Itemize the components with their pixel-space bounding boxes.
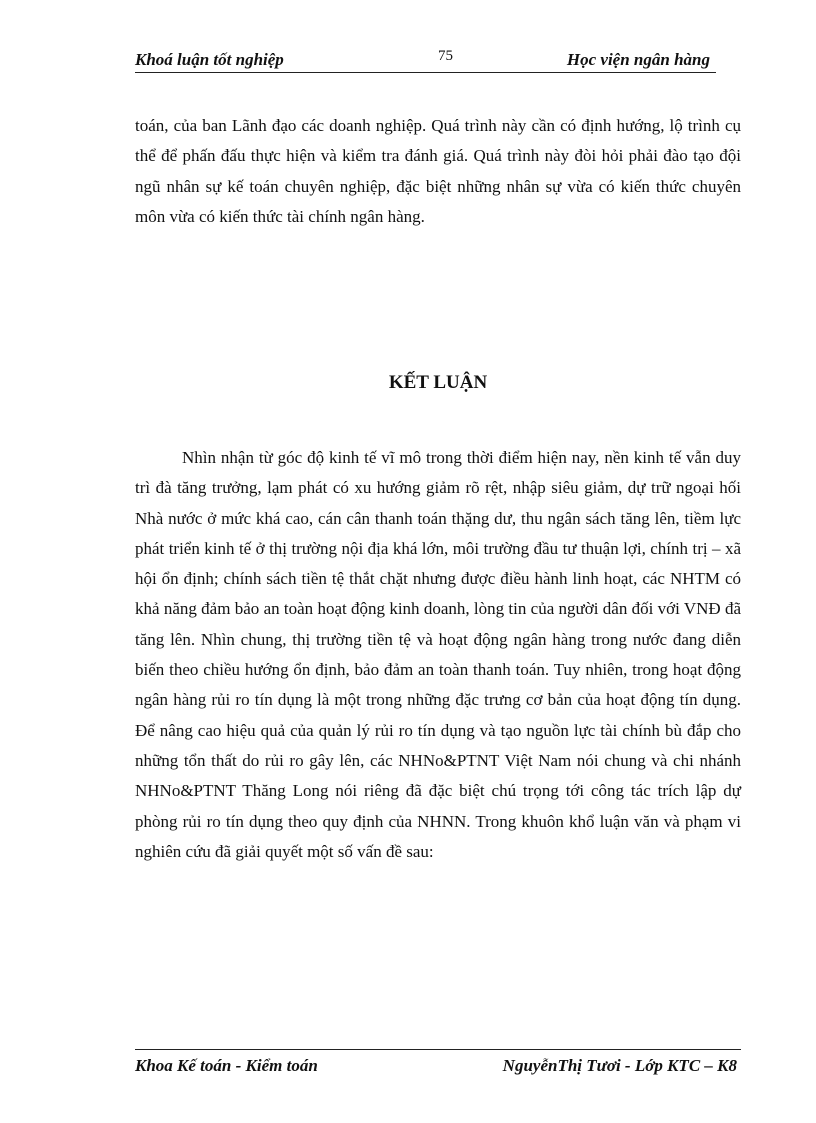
header-thesis-label: Khoá luận tốt nghiệp bbox=[135, 50, 284, 69]
footer-department: Khoa Kế toán - Kiểm toán bbox=[135, 1056, 318, 1075]
header-institution: Học viện ngân hàng bbox=[566, 50, 710, 69]
page-footer bbox=[135, 1049, 741, 1076]
body-paragraph-continued: toán, của ban Lãnh đạo các doanh nghiệp. Quá trình này cần có định hướng, lộ trình cụ thể để phấn đấu thực hiện và kiểm tra đánh giá. Quá trình này đòi hỏi phải đào tạo đội ngũ nhân sự kế toán chuyên nghiệp, đặc biệt những nhân sự vừa có kiến thức chuyên môn vừa có kiến thức tài chính ngân hàng. bbox=[135, 116, 741, 226]
body-paragraph-conclusion: Nhìn nhận từ góc độ kinh tế vĩ mô trong thời điểm hiện nay, nền kinh tế vẫn duy trì đà tăng trưởng, lạm phát có xu hướng giảm rõ rệt, nhập siêu giảm, dự trữ ngoại hối Nhà nước ở mức khá cao, cán cân thanh toán thặng dư, thu ngân sách tăng lên, tiềm lực phát triển kinh tế ở thị trường nội địa khá lớn, môi trường đầu tư thuận lợi, chính trị – xã hội ổn định; chính sách tiền tệ thắt chặt nhưng được điều hành linh hoạt, các NHTM có khả năng đảm bảo an toàn hoạt động kinh doanh, lòng tin của người dân đối với VNĐ đã tăng lên. Nhìn chung, thị trường tiền tệ và hoạt động ngân hàng trong nước đang diễn biến theo chiều hướng ổn định, bảo đảm an toàn thanh toán. Tuy nhiên, trong hoạt động ngân hàng rủi ro tín dụng là một trong những đặc trưng cơ bản của hoạt động tín dụng. Để nâng cao hiệu quả của quản lý rủi ro tín dụng và tạo nguồn lực tài chính bù đắp cho những tổn thất do rủi ro gây lên, các NHNo&PTNT Việt Nam nói chung và chi nhánh NHNo&PTNT Thăng Long nói riêng đã đặc biệt chú trọng tới công tác trích lập dự phòng rủi ro tín dụng theo quy định của NHNN. Trong khuôn khổ luận văn và phạm vi nghiên cứu đã giải quyết một số vấn đề sau: bbox=[135, 448, 741, 861]
page-header bbox=[135, 48, 716, 73]
footer-author: NguyễnThị Tươi - Lớp KTC – K8 bbox=[502, 1056, 737, 1075]
page-number: 75 bbox=[438, 48, 453, 64]
section-title: KẾT LUẬN bbox=[388, 372, 488, 393]
